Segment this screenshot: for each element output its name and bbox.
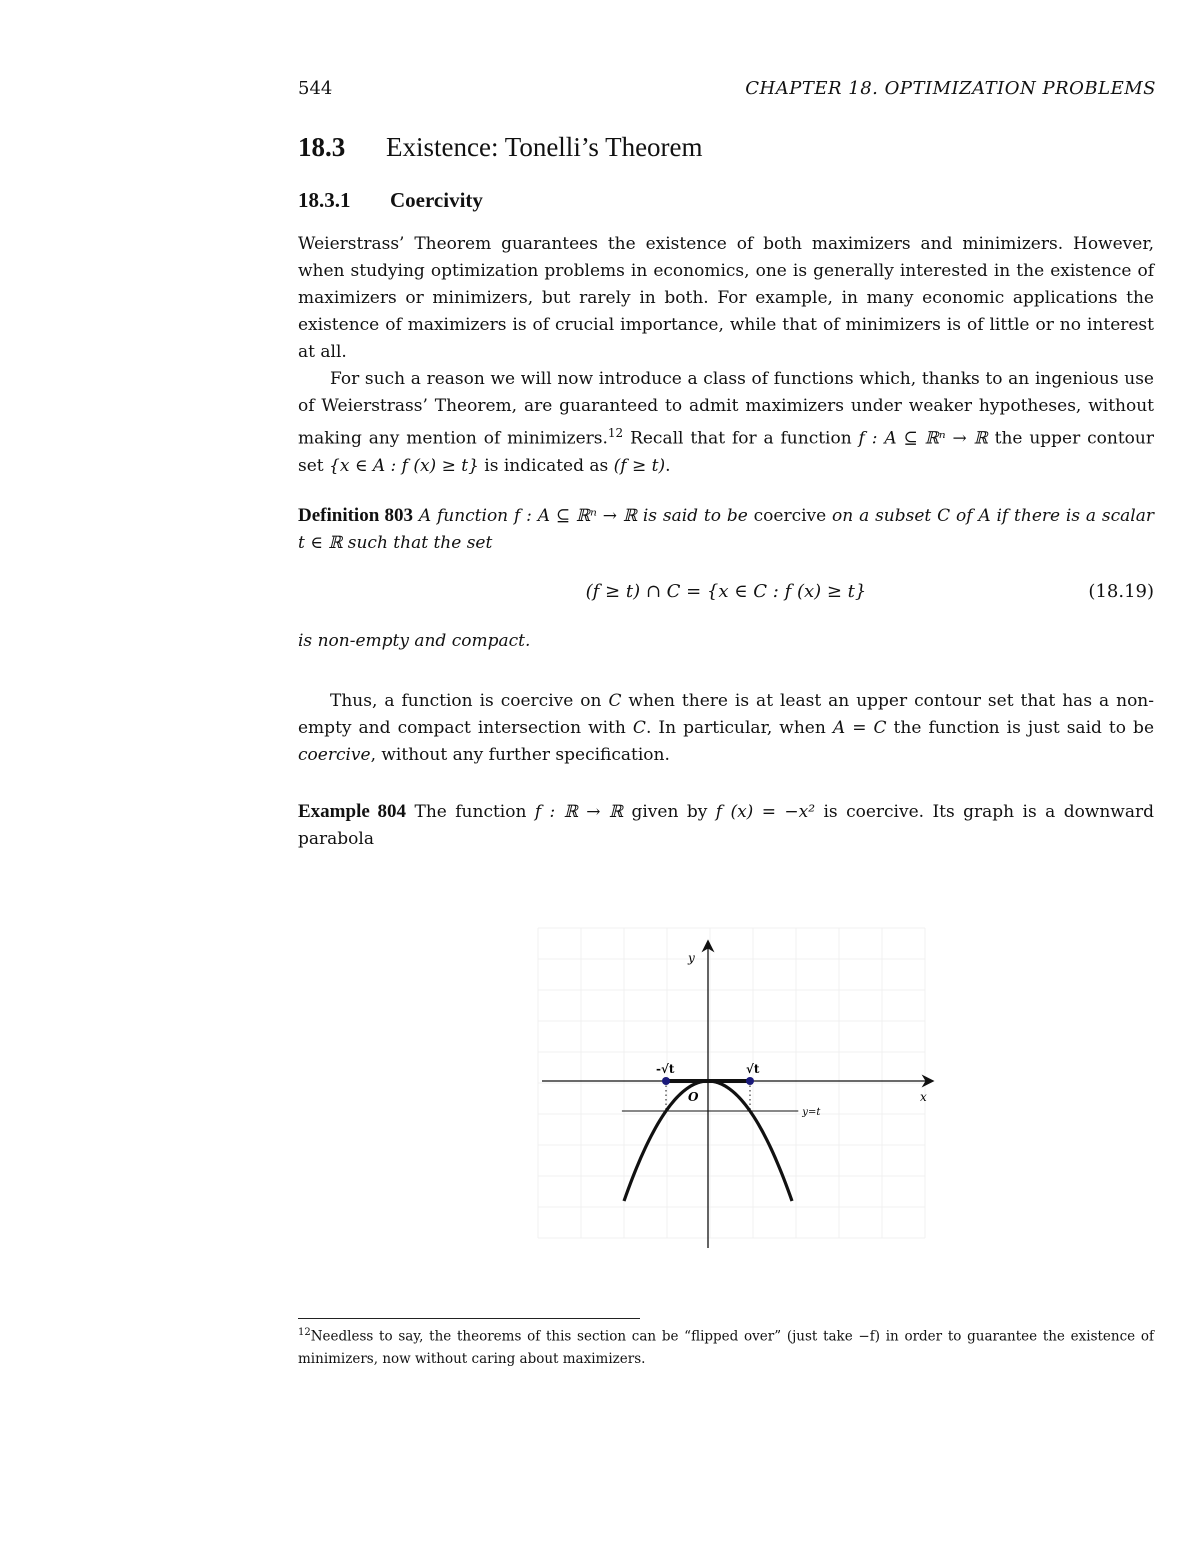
subsection-title: Coercivity bbox=[390, 188, 483, 212]
math-function-signature: f : ℝ → ℝ bbox=[534, 802, 624, 822]
section-heading bbox=[298, 132, 703, 163]
paragraph-text: when there is at least an upper contour set that has a non-empty and compact intersection with bbox=[298, 691, 1154, 738]
equation-tag: (18.19) bbox=[1088, 581, 1154, 602]
example-label: Example 804 bbox=[298, 801, 407, 822]
definition-text: A function f : A ⊆ ℝⁿ → ℝ is said to be bbox=[412, 506, 754, 526]
paragraph-text: For such a reason we will now introduce a class of functions which, thanks to an ingenious use of Weierstrass’ Theorem, are guaranteed to admit maximizers under weaker hypotheses, without making any mention of minimizers. bbox=[298, 369, 1154, 449]
pos-root-label: √t bbox=[746, 1062, 760, 1076]
parabola-figure bbox=[520, 920, 940, 1255]
emphasized-term: coercive bbox=[298, 745, 371, 765]
footnote-rule bbox=[298, 1318, 640, 1319]
footnote-mark: 12 bbox=[298, 1327, 311, 1338]
paragraph-text: is coercive. Its graph is a downward parabola bbox=[298, 802, 1155, 849]
example-804 bbox=[298, 798, 1154, 853]
footnote-text: Needless to say, the theorems of this section can be “flipped over” (just take −f) in order to guarantee the existence of minimizers, now without caring about maximizers. bbox=[298, 1328, 1154, 1367]
origin-label: O bbox=[688, 1090, 699, 1104]
section-number: 18.3 bbox=[298, 132, 346, 162]
math-notation: (f ≥ t) bbox=[613, 455, 666, 476]
math-symbol: A = C bbox=[832, 718, 887, 738]
definition-term: coercive bbox=[753, 506, 827, 526]
paragraph-motivation bbox=[298, 366, 1154, 480]
footnote bbox=[298, 1322, 1154, 1370]
y-axis-label: y bbox=[688, 951, 695, 965]
subsection-heading bbox=[298, 188, 483, 213]
paragraph-text: Recall that for a function bbox=[623, 428, 859, 449]
math-function-definition: f (x) = −x² bbox=[715, 802, 816, 822]
section-title: Existence: Tonelli’s Theorem bbox=[386, 132, 703, 162]
math-symbol: C bbox=[608, 691, 622, 711]
paragraph-text: The function bbox=[406, 802, 535, 822]
subsection-number: 18.3.1 bbox=[298, 188, 351, 212]
equation-body: (f ≥ t) ∩ C = {x ∈ C : f (x) ≥ t} bbox=[585, 581, 867, 602]
point-neg-root bbox=[662, 1077, 670, 1085]
definition-label: Definition 803 bbox=[298, 505, 413, 526]
paragraph-text: is indicated as bbox=[478, 455, 614, 476]
point-pos-root bbox=[746, 1077, 754, 1085]
math-function-signature: f : A ⊆ ℝⁿ → ℝ bbox=[858, 428, 988, 449]
paragraph-text: . In particular, when bbox=[645, 718, 833, 738]
paragraph-text: . bbox=[665, 455, 671, 476]
definition-text: on a subset C of A if there is a scalar t ∈ ℝ such that the set bbox=[298, 506, 1154, 553]
definition-803 bbox=[298, 502, 1154, 557]
paragraph-text: the upper contour set bbox=[298, 428, 1154, 476]
x-axis-label: x bbox=[920, 1090, 927, 1104]
paragraph-text: given by bbox=[623, 802, 716, 822]
math-upper-contour-set: {x ∈ A : f (x) ≥ t} bbox=[329, 455, 479, 476]
paragraph-text: Thus, a function is coercive on bbox=[330, 691, 609, 711]
definition-closing: is non-empty and compact. bbox=[298, 631, 531, 651]
paragraph-text: the function is just said to be bbox=[886, 718, 1154, 738]
chapter-title: CHAPTER 18. OPTIMIZATION PROBLEMS bbox=[745, 78, 1156, 99]
math-symbol: C bbox=[632, 718, 646, 738]
page-number: 544 bbox=[298, 78, 333, 99]
paragraph-intro: Weierstrass’ Theorem guarantees the existence of both maximizers and minimizers. However, when studying optimization problems in economics, one is generally interested in the existence of maximizers or minimizers, but rarely in both. For example, in many economic applications the existence of maximizers is of crucial importance, while that of minimizers is of little or no interest at all. bbox=[298, 234, 1154, 362]
neg-root-label: -√t bbox=[656, 1062, 675, 1076]
paragraph-explanation bbox=[298, 688, 1154, 769]
footnote-reference[interactable]: 12 bbox=[607, 426, 624, 440]
level-line-label: y=t bbox=[802, 1107, 821, 1118]
paragraph-text: , without any further specification. bbox=[370, 745, 670, 765]
